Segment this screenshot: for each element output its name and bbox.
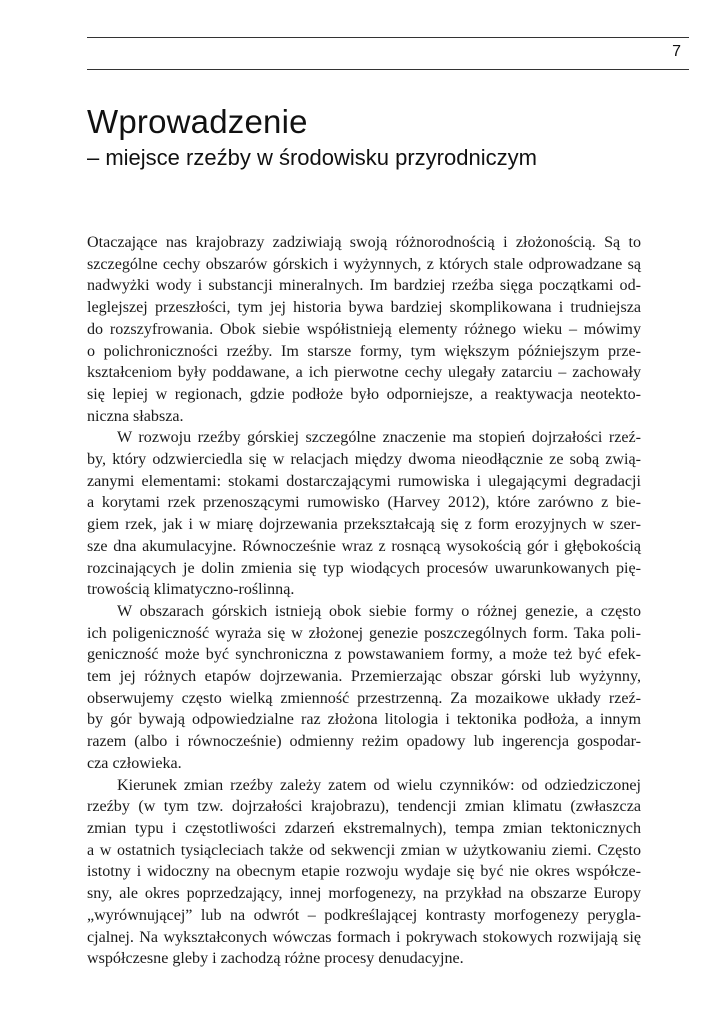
page-number: 7 bbox=[672, 43, 681, 60]
paragraph bbox=[87, 232, 641, 427]
chapter-title: Wprowadzenie bbox=[87, 103, 308, 140]
text-line: tem jej różnych etapów dojrzewania. Przemierzając obszar górski lub wyżynny, bbox=[87, 668, 641, 686]
paragraph bbox=[87, 775, 641, 970]
text-line: giem rzek, jak i w miarę dojrzewania przekształcają się z form erozyjnych w szer- bbox=[87, 516, 641, 534]
text-line: „wyrównującej” lub na odwrót – podkreślającej kontrasty morfogenezy peryglа- bbox=[87, 906, 641, 924]
text-line: a korytami rzek przenoszącymi rumowisko (Harvey 2012), które zarówno z bie- bbox=[87, 494, 641, 512]
text-line: W rozwoju rzeźby górskiej szczególne znaczenie ma stopień dojrzałości rzeź- bbox=[117, 429, 641, 447]
chapter-subtitle: – miejsce rzeźby w środowisku przyrodniczym bbox=[87, 145, 537, 170]
text-line: Kierunek zmian rzeźby zależy zatem od wielu czynników: od odziedziczonej bbox=[117, 776, 641, 794]
text-line: cjalnej. Na wykształconych wówczas formach i pokrywach stokowych rozwijają się bbox=[87, 928, 641, 946]
text-line: razem (albo i równocześnie) odmienny reżim opadowy lub ingerencja gospodar- bbox=[87, 733, 641, 751]
text-line: a w ostatnich tysiącleciach także od sekwencji zmian w użytkowaniu ziemi. Często bbox=[87, 841, 641, 859]
text-line: leglejszej przeszłości, tym jej historia bywa bardziej skomplikowana i trudniejsza bbox=[87, 299, 641, 317]
paragraph bbox=[87, 601, 641, 775]
text-line: by gór bywają odpowiedzialne raz złożona litologia i tektonika podłoża, a innym bbox=[87, 711, 641, 729]
text-line: W obszarach górskich istnieją obok siebie formy o różnej genezie, a często bbox=[117, 602, 641, 620]
running-header bbox=[87, 37, 689, 70]
text-line: rozcinających je dolin zmienia się typ wiodących procesów uwarunkowanych pię- bbox=[87, 559, 641, 577]
text-line: zanymi elementami: stokami dostarczającymi rumowiska i ulegającymi degradacji bbox=[87, 472, 641, 490]
text-line: Otaczające nas krajobrazy zadziwiają swoją różnorodnością i złożonością. Są to bbox=[87, 234, 641, 251]
text-line: istotny i widoczny na obecnym etapie rozwoju wydaje się być nie okres współcze- bbox=[87, 863, 641, 881]
text-line: ich poligeniczność wyraża się w złożonej genezie poszczególnych form. Taka poli- bbox=[87, 624, 641, 642]
text-line: trowością klimatyczno-roślinną. bbox=[87, 581, 295, 599]
text-line: niczna słabsza. bbox=[87, 407, 184, 425]
text-line: nadwyżki wody i substancji mineralnych. Im bardziej rzeźba sięga początkami od- bbox=[87, 277, 641, 295]
text-line: zmian typu i częstotliwości zdarzeń ekstremalnych), tempa zmian tektonicznych bbox=[87, 819, 641, 837]
text-line: sny, ale okres poprzedzający, innej morfogenezy, na przykład na obszarze Europy bbox=[87, 885, 641, 903]
text-line: współczesne gleby i zachodzą różne procesy denudacyjne. bbox=[87, 950, 464, 968]
text-line: sze dna akumulacyjne. Równocześnie wraz z rosnącą wysokością gór i głębokością bbox=[87, 537, 641, 555]
text-line: kształceniom były poddawane, a ich pierwotne cechy ulegały zatarciu – zachowały bbox=[87, 364, 641, 382]
text-line: rzeźby (w tym tzw. dojrzałości krajobrazu), tendencji zmian klimatu (zwłaszcza bbox=[87, 798, 641, 816]
text-line: geniczność może być synchroniczna z powstawaniem formy, a może też być efek- bbox=[87, 646, 641, 664]
body-text bbox=[87, 232, 641, 970]
text-line: o polichroniczności rzeźby. Im starsze formy, tym większym późniejszym prze- bbox=[87, 342, 641, 360]
text-line: szczególne cechy obszarów górskich i wyżynnych, z których stale odprowadzane są bbox=[87, 255, 641, 273]
text-line: obserwujemy często wielką zmienność przestrzenną. Za mozaikowe układy rzeź- bbox=[87, 689, 641, 707]
text-line: by, który odzwierciedla się w relacjach między dwoma nieodłącznie ze sobą zwią- bbox=[87, 451, 641, 469]
paragraph bbox=[87, 427, 641, 601]
text-line: do rozszyfrowania. Obok siebie współistnieją elementy różnego wieku – mówimy bbox=[87, 320, 641, 338]
text-line: cza człowieka. bbox=[87, 754, 182, 772]
text-line: się lepiej w regionach, gdzie podłoże było odporniejsze, a reaktywacja neotekto- bbox=[87, 385, 641, 403]
